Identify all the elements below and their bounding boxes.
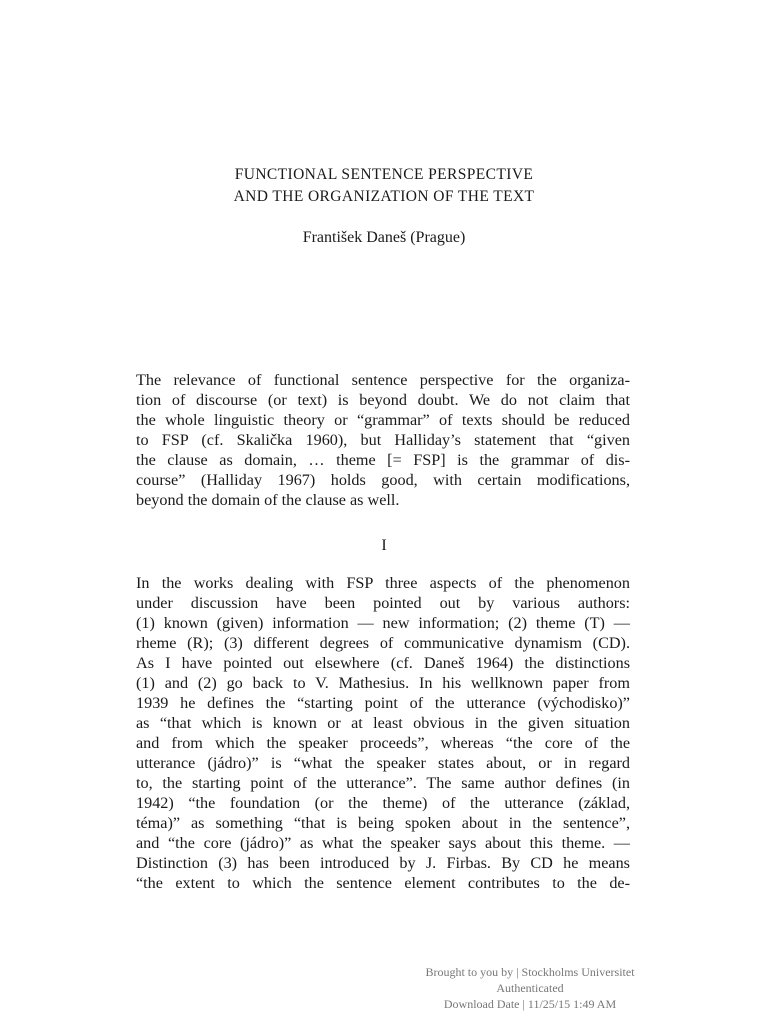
intro-line: the clause as domain, … theme [= FSP] is the grammar of dis-	[136, 451, 630, 469]
section-line: “the extent to which the sentence element contributes to the de-	[136, 874, 630, 892]
section-line: and from which the speaker proceeds”, whereas “the core of the	[136, 734, 630, 752]
section-line: (1) known (given) information — new information; (2) theme (T) —	[136, 614, 630, 632]
paper-author: František Daneš (Prague)	[302, 229, 466, 246]
section-heading: I	[381, 537, 387, 554]
paper-title-line-1: FUNCTIONAL SENTENCE PERSPECTIVE	[234, 166, 534, 183]
footer-provider: Brought to you by | Stockholms Universitet	[425, 965, 635, 979]
section-line: rheme (R); (3) different degrees of communicative dynamism (CD).	[136, 634, 630, 652]
section-line: utterance (jádro)” is “what the speaker states about, or in regard	[136, 754, 630, 772]
intro-line: The relevance of functional sentence perspective for the organiza-	[136, 371, 630, 389]
section-line: 1942) “the foundation (or the theme) of the utterance (základ,	[136, 794, 630, 812]
intro-line: the whole linguistic theory or “grammar” of texts should be reduced	[136, 411, 630, 429]
footer-auth: Authenticated	[496, 981, 564, 995]
section-line: 1939 he defines the “starting point of the utterance (východisko)”	[136, 694, 630, 712]
intro-line: to FSP (cf. Skalička 1960), but Halliday’s statement that “given	[136, 431, 630, 449]
download-footer	[380, 964, 680, 1012]
section-line: Distinction (3) has been introduced by J. Firbas. By CD he means	[136, 854, 630, 872]
section-line: In the works dealing with FSP three aspects of the phenomenon	[136, 574, 630, 592]
section-line: (1) and (2) go back to V. Mathesius. In his wellknown paper from	[136, 674, 630, 692]
intro-line: beyond the domain of the clause as well.	[136, 491, 400, 509]
intro-line: course” (Halliday 1967) holds good, with certain modifications,	[136, 471, 630, 489]
section-line: under discussion have been pointed out by various authors:	[136, 594, 630, 612]
intro-line: tion of discourse (or text) is beyond doubt. We do not claim that	[136, 391, 630, 409]
paper-title-line-2: AND THE ORGANIZATION OF THE TEXT	[233, 188, 535, 205]
section-line: téma)” as something “that is being spoken about in the sentence”,	[136, 814, 630, 832]
section-line: to, the starting point of the utterance”. The same author defines (in	[136, 774, 630, 792]
section-line: as “that which is known or at least obvious in the given situation	[136, 714, 630, 732]
intro-paragraph	[136, 370, 630, 510]
section-paragraph	[136, 573, 630, 893]
section-line: and “the core (jádro)” as what the speaker says about this theme. —	[136, 834, 630, 852]
section-line: As I have pointed out elsewhere (cf. Daneš 1964) the distinctions	[136, 654, 630, 672]
footer-date: Download Date | 11/25/15 1:49 AM	[443, 997, 617, 1011]
